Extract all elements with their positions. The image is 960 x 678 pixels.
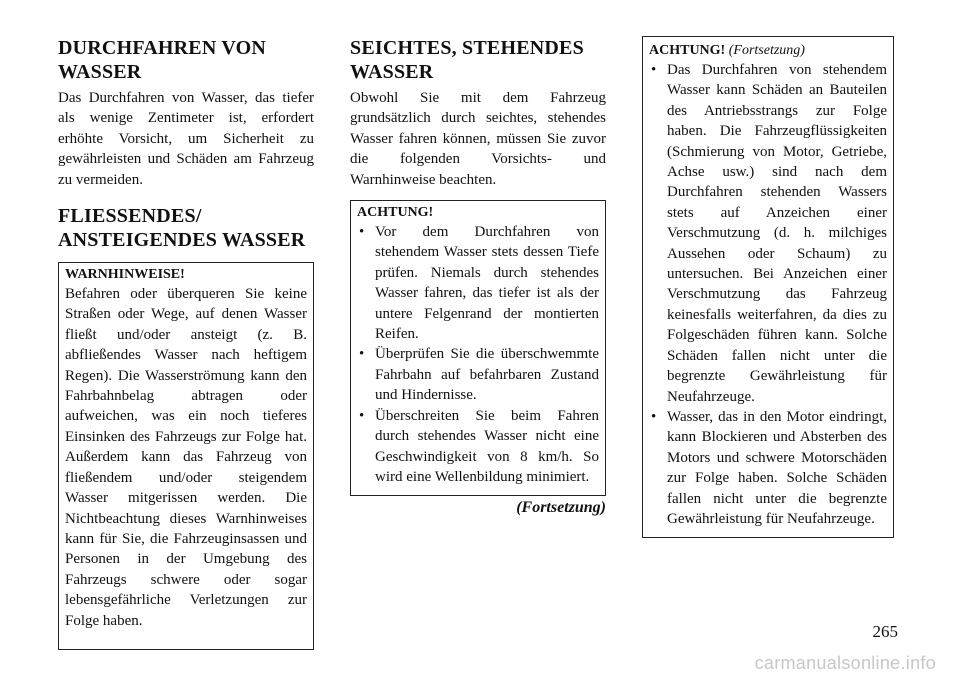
page-number: 265 (872, 622, 898, 641)
caution-box-continued (642, 36, 894, 538)
bullet-text: Vor dem Durchfahren von stehendem Wasser stets dessen Tiefe prüfen. Niemals durch stehendes Wasser fahren, das tiefer ist als der untere Felgenrand der montierten Reifen. (375, 224, 599, 343)
list-item (649, 407, 887, 529)
left-column (58, 36, 314, 650)
caution-continued-suffix: (Fortsetzung) (728, 43, 805, 58)
caution-title-continued (649, 42, 887, 60)
list-item (357, 406, 599, 488)
intro-paragraph-2: Obwohl Sie mit dem Fahrzeug grundsätzlich durch seichtes, stehendes Wasser fahren können, müssen Sie zuvor die folgenden Vorsichts- und Warnhinweise beachten. (350, 90, 606, 188)
section-heading-durchfahren: DURCHFAHREN VON WASSER (58, 37, 266, 83)
bullet-text: Das Durchfahren von stehendem Wasser kann Schäden an Bauteilen des Antriebsstrangs zur Folge haben. Die Fahrzeugflüssigkeiten (Schmierung von Motor, Getriebe, Achse usw.) sind nach dem Durchfahren stehenden Wassers stets auf Anzeichen einer Verschmutzung (d. h. milchiges Aussehen oder Schaum) zu untersuchen. Bei Anzeichen einer Verschmutzung das Fahrzeug keinesfalls weiterfahren, da dies zu Folgeschäden führen kann. Solche Schäden fallen nicht unter die begrenzte Gewährleistung für Neufahrzeuge. (667, 62, 887, 405)
right-column (642, 36, 894, 538)
bullet-text: Wasser, das in den Motor eindringt, kann Blockieren und Absterben des Motors und schwere Motorschäden zur Folge haben. Solche Schäden fallen nicht unter die begrenzte Gewährleistung für Neufahrzeuge. (667, 408, 887, 527)
bullet-text: Überschreiten Sie beim Fahren durch stehendes Wasser nicht eine Geschwindigkeit von 8 km/h. So wird eine Wellenbildung minimiert. (375, 407, 599, 485)
warning-box (58, 262, 314, 650)
watermark: carmanualsonline.info (754, 653, 936, 673)
list-item (649, 60, 887, 407)
bullet-text: Überprüfen Sie die überschwemmte Fahrbahn auf befahrbaren Zustand und Hindernisse. (375, 346, 599, 404)
bullet-icon: • (651, 62, 657, 78)
warning-title: WARNHINWEISE! (65, 267, 185, 283)
caution-title: ACHTUNG! (357, 205, 434, 221)
section-heading-seichtes: SEICHTES, STEHENDES WASSER (350, 37, 584, 83)
intro-paragraph: Das Durchfahren von Wasser, das tiefer als wenige Zentimeter ist, erfordert erhöhte Vorsicht, um Sicherheit zu gewährleisten und Schäden am Fahrzeug zu vermeiden. (58, 90, 314, 188)
caution-list-continued (649, 60, 887, 529)
bullet-icon: • (651, 408, 657, 425)
bullet-icon: • (359, 224, 365, 241)
list-item (357, 344, 599, 405)
middle-column (350, 36, 606, 518)
continued-label: (Fortsetzung) (516, 499, 606, 517)
warning-text: Befahren oder überqueren Sie keine Straßen oder Wege, auf denen Wasser fließt und/oder ansteigt (z. B. abfließendes Wasser nach heftigem Regen). Die Wasserströmung kann den Fahrbahnbelag abtragen oder aufweichen, was ein noch tieferes Einsinken des Fahrzeugs zur Folge hat. Außerdem kann das Fahrzeug von fließendem und/oder steigendem Wasser mitgerissen werden. Die Nichtbeachtung dieses Warnhinweises kann für Sie, die Fahrzeuginsassen und Personen in der Umgebung des Fahrzeugs schwere oder sogar lebensgefährliche Verletzungen zur Folge haben. (65, 286, 307, 629)
list-item (357, 222, 599, 344)
caution-list (357, 222, 599, 487)
caution-title-text: ACHTUNG! (649, 43, 726, 58)
bullet-icon: • (359, 407, 365, 424)
bullet-icon: • (359, 346, 365, 363)
caution-box (350, 200, 606, 496)
section-heading-fliessendes: FLIESSENDES/ ANSTEIGENDES WASSER (58, 205, 306, 252)
